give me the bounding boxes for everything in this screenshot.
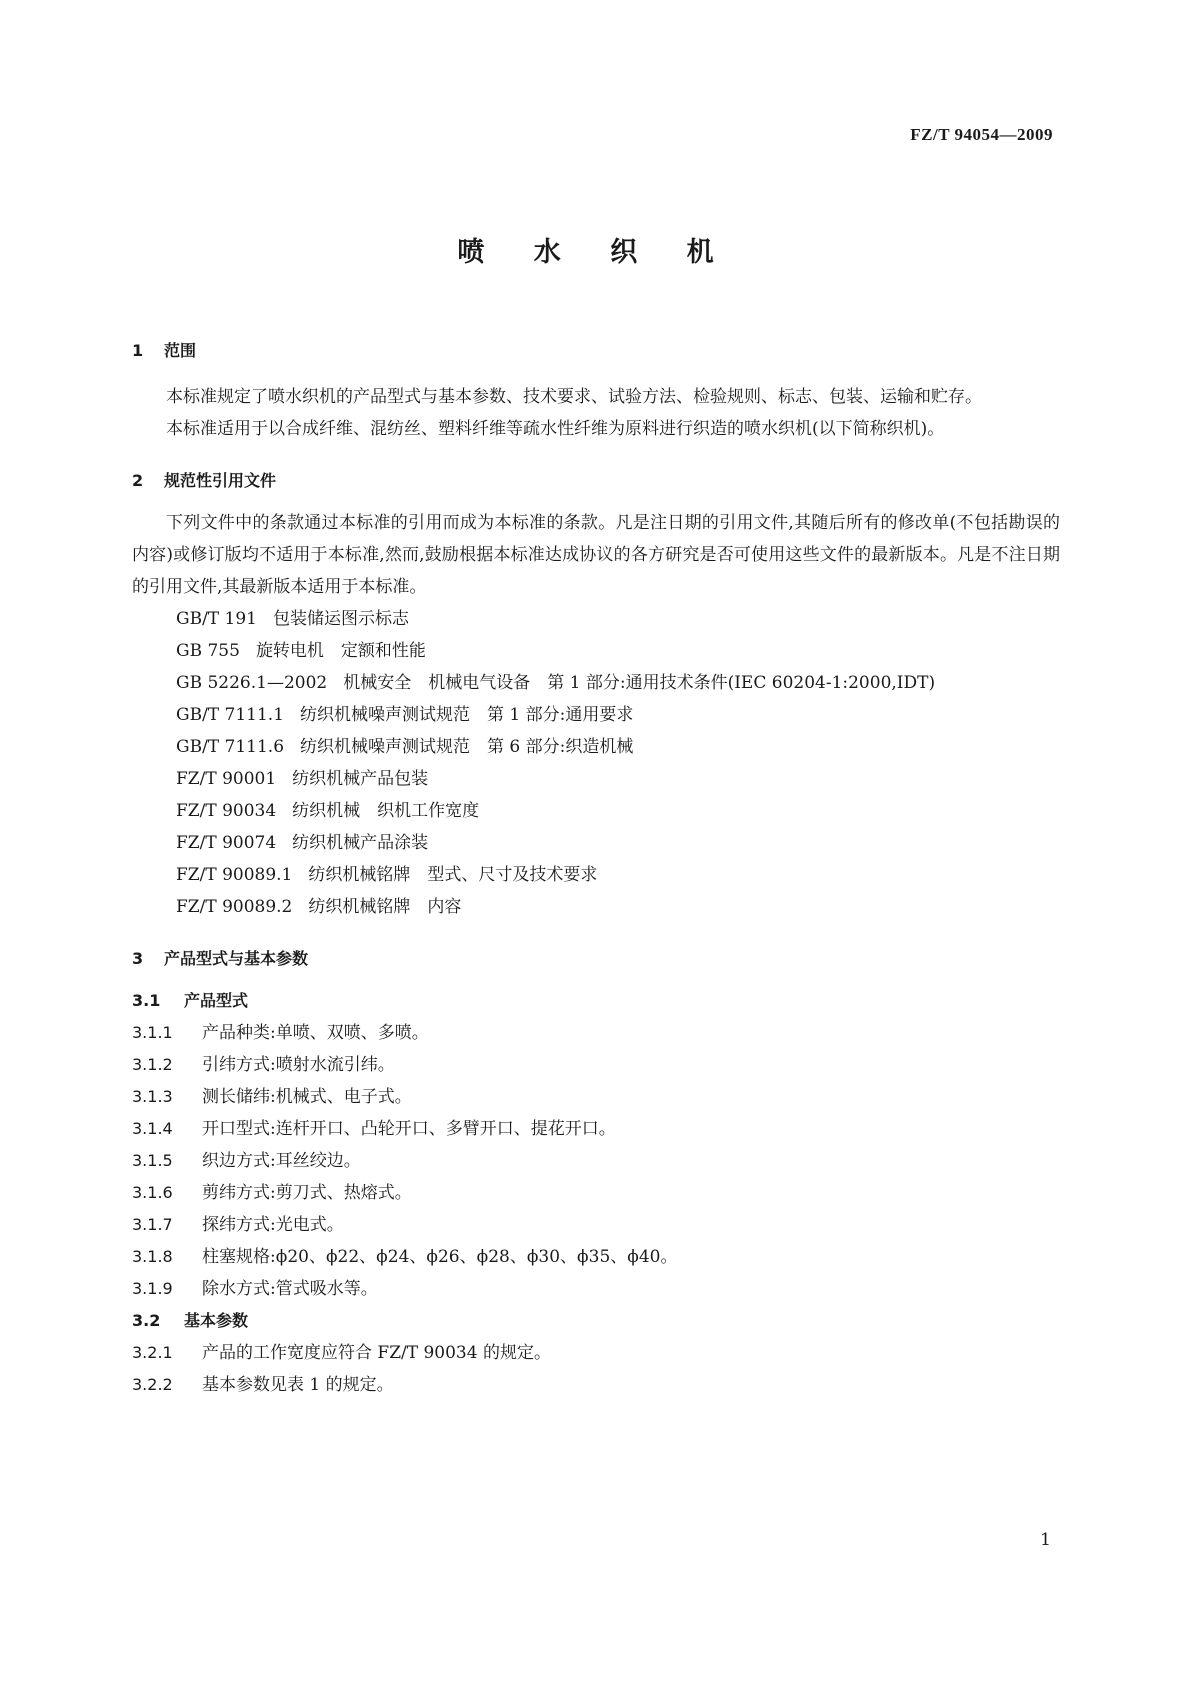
reference-item bbox=[132, 603, 1060, 635]
clause-number: 3.1.3 bbox=[132, 1087, 173, 1106]
subsection-heading-basic-parameters bbox=[132, 1305, 1060, 1337]
clause-number: 3.1.8 bbox=[132, 1247, 173, 1266]
section-heading-normative-references bbox=[132, 465, 1060, 497]
reference-title: 纺织机械噪声测试规范 第 1 部分:通用要求 bbox=[300, 705, 634, 725]
clause-text: 柱塞规格:ϕ20、ϕ22、ϕ24、ϕ26、ϕ28、ϕ30、ϕ35、ϕ40。 bbox=[202, 1247, 678, 1267]
reference-item bbox=[132, 795, 1060, 827]
page-number: 1 bbox=[1040, 1530, 1051, 1550]
clause-number: 3.1.5 bbox=[132, 1151, 173, 1170]
section-heading-product-types bbox=[132, 943, 1060, 975]
clause-item bbox=[132, 1113, 1060, 1145]
clause-text: 探纬方式:光电式。 bbox=[202, 1215, 344, 1235]
reference-item bbox=[132, 859, 1060, 891]
clause-number: 3.1.2 bbox=[132, 1055, 173, 1074]
clause-number: 3.2.1 bbox=[132, 1343, 173, 1362]
paragraph: 下列文件中的条款通过本标准的引用而成为本标准的条款。凡是注日期的引用文件,其随后所有的修改单(不包括勘误的内容)或修订版均不适用于本标准,然而,鼓励根据本标准达成协议的各方研究是否可使用这些文件的最新版本。凡是不注日期的引用文件,其最新版本适用于本标准。 bbox=[132, 513, 1060, 597]
subsection-number: 3.1 bbox=[132, 991, 161, 1010]
section-heading-scope bbox=[132, 335, 1060, 367]
clause-text: 织边方式:耳丝绞边。 bbox=[202, 1151, 361, 1171]
clause-item bbox=[132, 1145, 1060, 1177]
reference-item bbox=[132, 731, 1060, 763]
clause-number: 3.1.7 bbox=[132, 1215, 173, 1234]
reference-title: 纺织机械 织机工作宽度 bbox=[292, 801, 480, 821]
reference-code: GB/T 7111.1 bbox=[176, 705, 285, 725]
clause-text: 剪纬方式:剪刀式、热熔式。 bbox=[202, 1183, 412, 1203]
section-title: 范围 bbox=[164, 341, 197, 360]
clause-text: 产品种类:单喷、双喷、多喷。 bbox=[202, 1023, 429, 1043]
section-number: 2 bbox=[132, 471, 144, 490]
subsection-title: 基本参数 bbox=[184, 1311, 249, 1330]
subsection-heading-product-type bbox=[132, 985, 1060, 1017]
clause-item bbox=[132, 1369, 1060, 1401]
subsection-number: 3.2 bbox=[132, 1311, 161, 1330]
clause-number: 3.1.9 bbox=[132, 1279, 173, 1298]
reference-title: 旋转电机 定额和性能 bbox=[255, 641, 426, 661]
reference-code: GB 5226.1—2002 bbox=[176, 673, 328, 693]
clause-text: 产品的工作宽度应符合 FZ/T 90034 的规定。 bbox=[202, 1343, 551, 1363]
clause-number: 3.1.4 bbox=[132, 1119, 173, 1138]
reference-code: GB/T 7111.6 bbox=[176, 737, 285, 757]
reference-item bbox=[132, 635, 1060, 667]
reference-title: 机械安全 机械电气设备 第 1 部分:通用技术条件(IEC 60204-1:2000,IDT) bbox=[343, 673, 936, 693]
clause-text: 引纬方式:喷射水流引纬。 bbox=[202, 1055, 395, 1075]
section-number: 1 bbox=[132, 341, 144, 360]
reference-title: 纺织机械铭牌 内容 bbox=[308, 897, 462, 917]
clause-item bbox=[132, 1017, 1060, 1049]
reference-title: 包装储运图示标志 bbox=[273, 609, 409, 629]
paragraph: 本标准规定了喷水织机的产品型式与基本参数、技术要求、试验方法、检验规则、标志、包装、运输和贮存。 bbox=[166, 387, 982, 407]
reference-code: FZ/T 90001 bbox=[176, 769, 277, 789]
reference-code: FZ/T 90074 bbox=[176, 833, 277, 853]
subsection-title: 产品型式 bbox=[184, 991, 249, 1010]
clause-number: 3.1.6 bbox=[132, 1183, 173, 1202]
clause-item bbox=[132, 1177, 1060, 1209]
reference-code: FZ/T 90089.2 bbox=[176, 897, 293, 917]
clause-text: 基本参数见表 1 的规定。 bbox=[202, 1375, 394, 1395]
reference-code: FZ/T 90034 bbox=[176, 801, 277, 821]
clause-number: 3.1.1 bbox=[132, 1023, 173, 1042]
clause-text: 除水方式:管式吸水等。 bbox=[202, 1279, 378, 1299]
clause-item bbox=[132, 1337, 1060, 1369]
reference-item bbox=[132, 763, 1060, 795]
clause-text: 开口型式:连杆开口、凸轮开口、多臂开口、提花开口。 bbox=[202, 1119, 616, 1139]
reference-title: 纺织机械铭牌 型式、尺寸及技术要求 bbox=[308, 865, 598, 885]
reference-title: 纺织机械产品涂装 bbox=[292, 833, 429, 853]
section-number: 3 bbox=[132, 949, 144, 968]
clause-item bbox=[132, 1241, 1060, 1273]
standard-code: FZ/T 94054—2009 bbox=[910, 125, 1053, 144]
clause-item bbox=[132, 1081, 1060, 1113]
clause-number: 3.2.2 bbox=[132, 1375, 173, 1394]
clause-item bbox=[132, 1049, 1060, 1081]
document-title: 喷 水 织 机 bbox=[457, 237, 734, 268]
reference-item bbox=[132, 891, 1060, 923]
clause-item bbox=[132, 1209, 1060, 1241]
document-body bbox=[132, 335, 1060, 1401]
reference-code: GB/T 191 bbox=[176, 609, 257, 629]
reference-item bbox=[132, 827, 1060, 859]
paragraph: 本标准适用于以合成纤维、混纺丝、塑料纤维等疏水性纤维为原料进行织造的喷水织机(以下简称织机)。 bbox=[166, 419, 945, 439]
clause-item bbox=[132, 1273, 1060, 1305]
reference-code: FZ/T 90089.1 bbox=[176, 865, 293, 885]
reference-code: GB 755 bbox=[176, 641, 240, 661]
reference-title: 纺织机械噪声测试规范 第 6 部分:织造机械 bbox=[300, 737, 634, 757]
section-title: 规范性引用文件 bbox=[164, 471, 277, 490]
clause-text: 测长储纬:机械式、电子式。 bbox=[202, 1087, 412, 1107]
reference-item bbox=[132, 667, 1060, 699]
reference-item bbox=[132, 699, 1060, 731]
reference-title: 纺织机械产品包装 bbox=[292, 769, 429, 789]
section-title: 产品型式与基本参数 bbox=[164, 949, 309, 968]
